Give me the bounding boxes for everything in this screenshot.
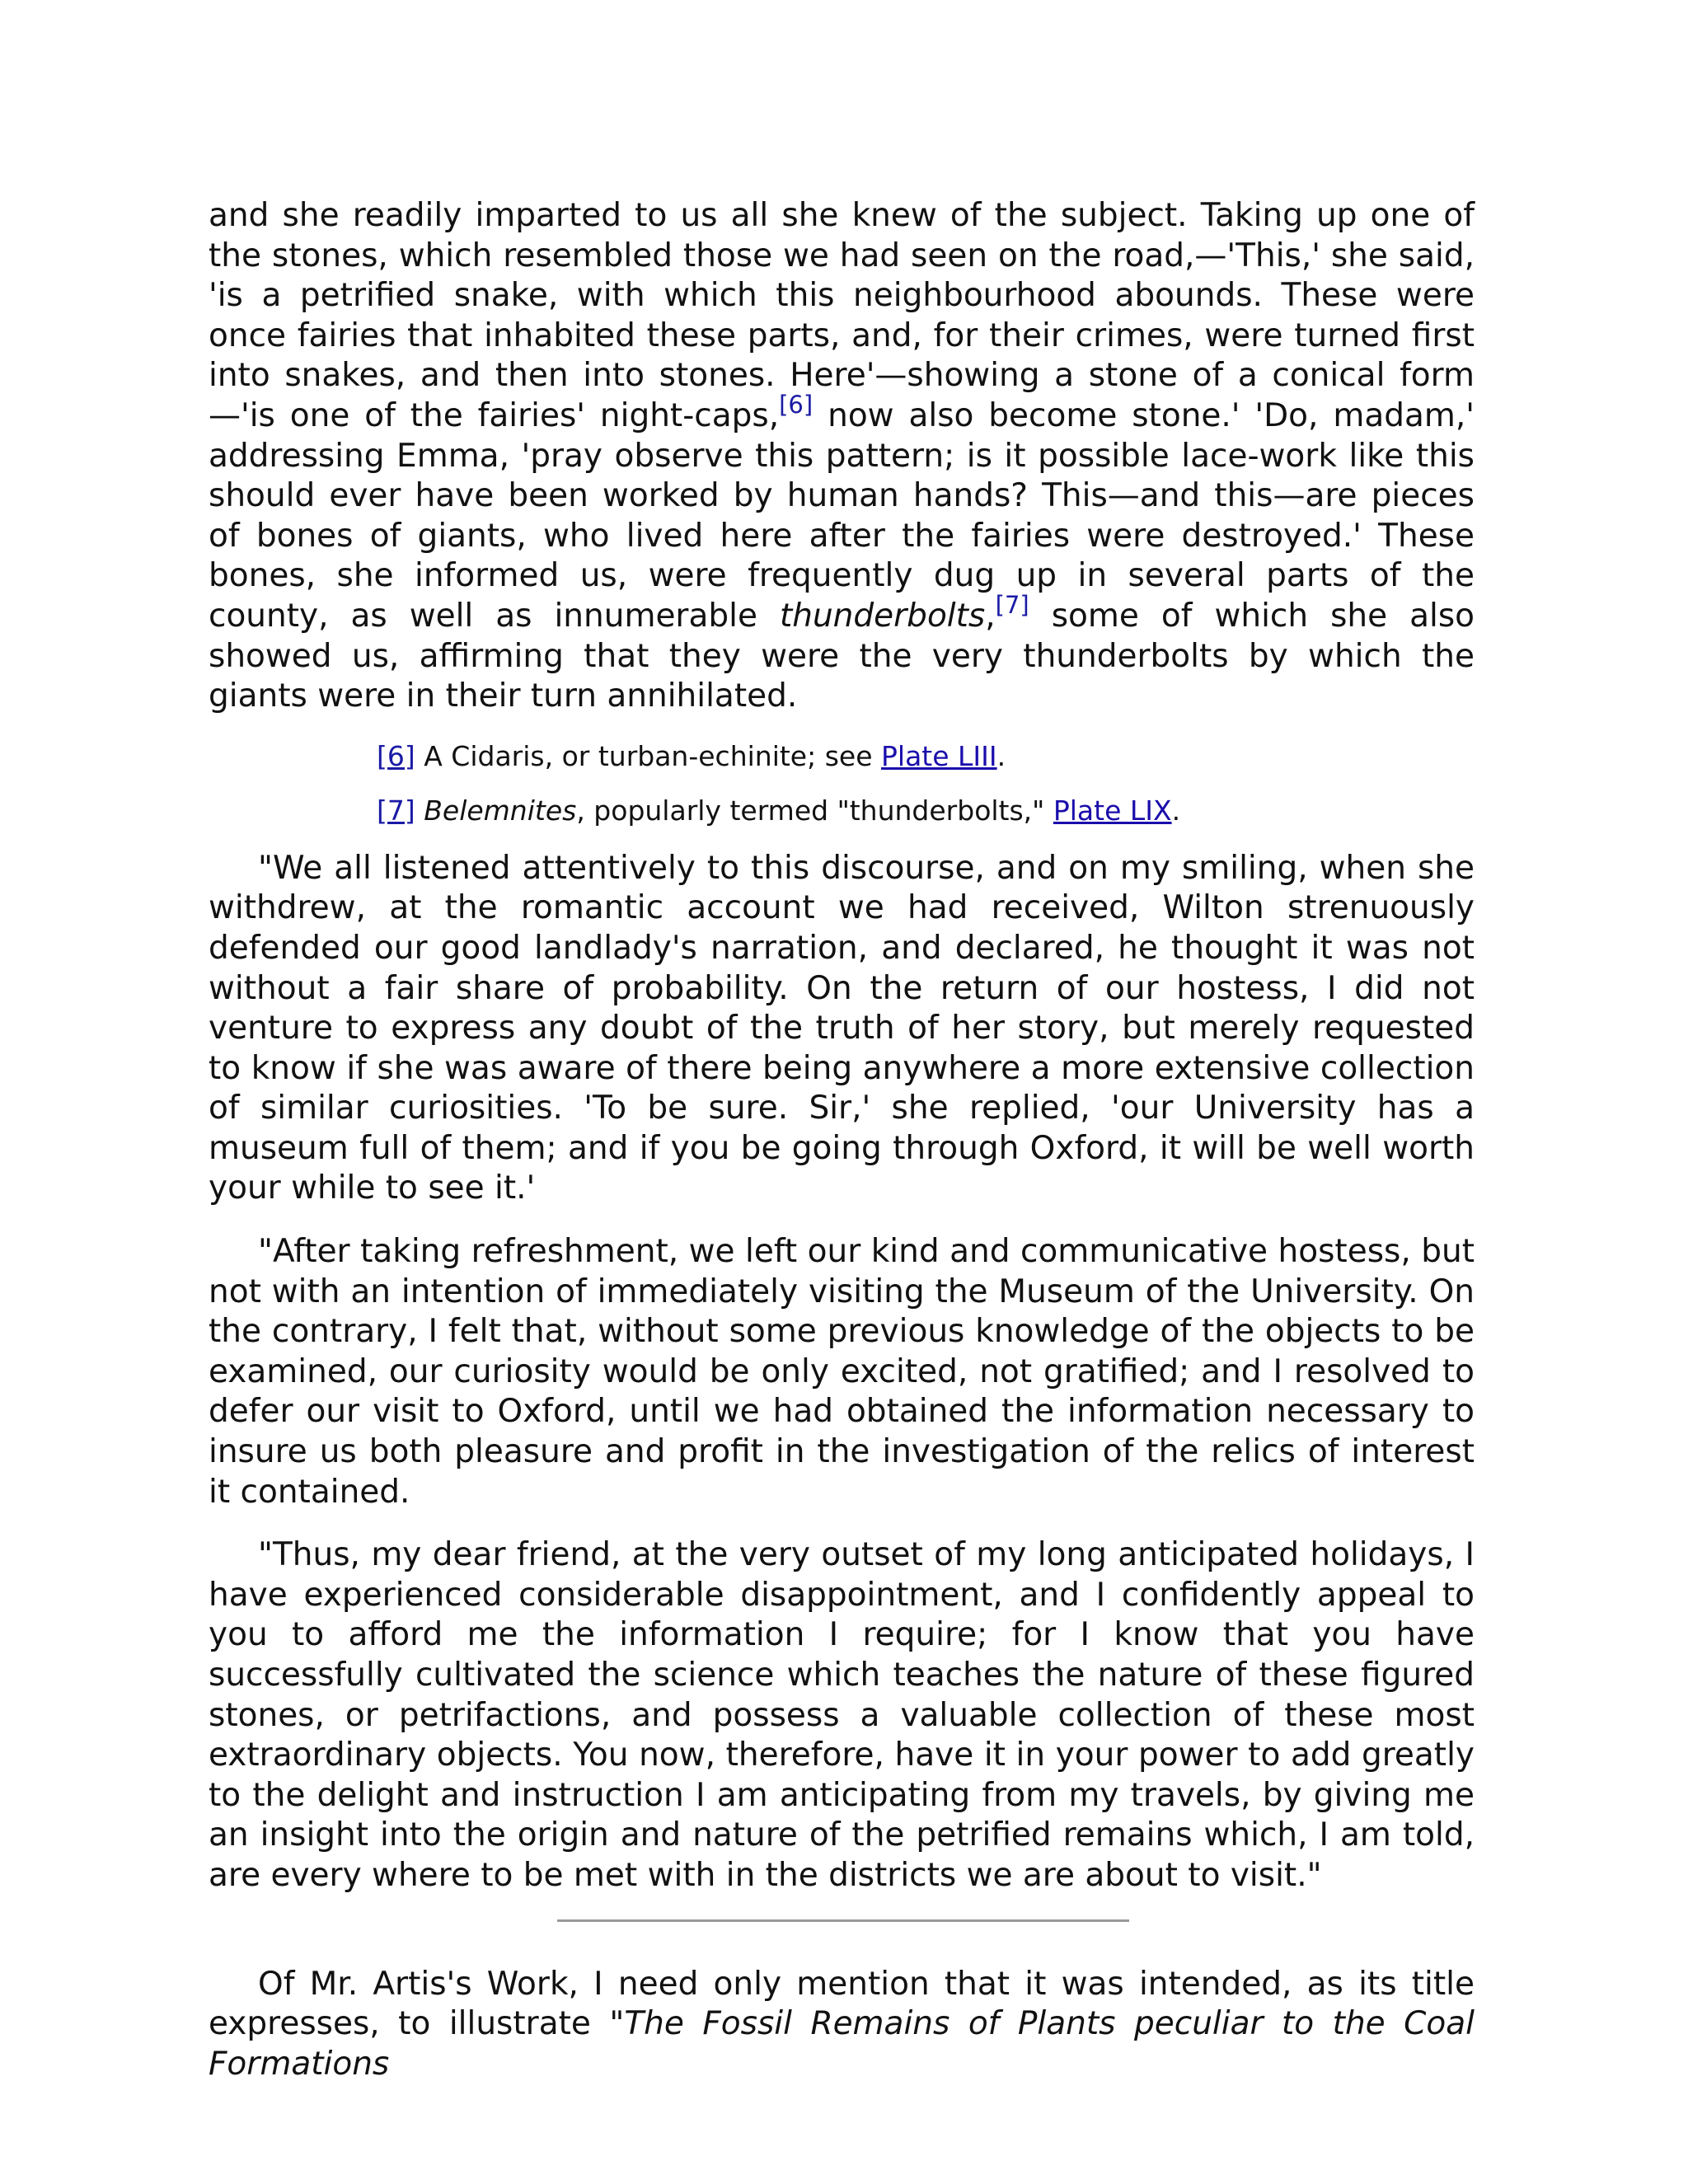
paragraph-refreshment: "After taking refreshment, we left our kind and communicative hostess, but not with an intention of immediately visiting the Museum of the University. On the contrary, I felt that, without some previous knowledge of the objects to be examined, our curiosity would be only excited, not gratified; and I resolved to defer our visit to Oxford, until we had obtained the information necessary to insure us both pleasure and profit in the investigation of the relics of interest it contained.	[209, 1233, 1475, 1511]
footnote-6-end: .	[996, 739, 1006, 772]
footnotes	[209, 740, 1475, 827]
text-segment: some of which she also showed us, affirming that they were the very thunderbolts by which the giants were in their turn annihilated.	[209, 597, 1475, 715]
footnote-ref-7[interactable]: [7]	[995, 591, 1029, 619]
text-segment: Of Mr. Artis's Work, I need only mention that it was intended, as its title expresses, to illustrate "	[209, 1965, 1475, 2043]
emphasis-book-title: The Fossil Remains of Plants peculiar to the Coal Formations	[209, 2005, 1475, 2083]
footnote-7-emphasis: Belemnites	[424, 794, 577, 827]
paragraph-dear-friend: "Thus, my dear friend, at the very outset of my long anticipated holidays, I have experienced considerable disappointment, and I confidently appeal to you to afford me the information I require; for I know that you have successfully cultivated the science which teaches the nature of these figured stones, or petrifactions, and possess a valuable collection of these most extraordinary objects. You now, therefore, have it in your power to add greatly to the delight and instruction I am anticipating from my travels, by giving me an insight into the origin and nature of the petrified remains which, I am told, are every where to be met with in the districts we are about to visit."	[209, 1536, 1475, 1894]
plate-lix-link[interactable]: Plate LIX	[1053, 794, 1172, 827]
footnote-7-end: .	[1171, 794, 1181, 827]
paragraph-listened: "We all listened attentively to this discourse, and on my smiling, when she withdrew, at the romantic account we had received, Wilton strenuously defended our good landlady's narration, and declared, he thought it was not without a fair share of probability. On the return of our hostess, I did not venture to express any doubt of the truth of her story, but merely requested to know if she was aware of there being anywhere a more extensive collection of similar curiosities. 'To be sure. Sir,' she replied, 'our University has a museum full of them; and if you be going through Oxford, it will be well worth your while to see it.'	[209, 849, 1475, 1207]
footnote-7-text: , popularly termed "thunderbolts,"	[576, 794, 1053, 827]
text-segment: ,	[985, 597, 996, 635]
paragraph-fairy-stones	[209, 196, 1475, 717]
paragraph-artis-work	[209, 1965, 1475, 2085]
page-content	[209, 196, 1475, 2107]
footnote-7	[377, 794, 1475, 827]
footnote-7-mark[interactable]: [7]	[377, 794, 415, 827]
footnote-6-mark[interactable]: [6]	[377, 739, 415, 772]
footnote-6-text: A Cidaris, or turban-echinite; see	[415, 739, 882, 772]
footnote-6	[377, 740, 1475, 773]
emphasis-thunderbolts: thunderbolts	[779, 597, 986, 635]
footnote-ref-6[interactable]: [6]	[779, 391, 814, 419]
text-segment: now also become stone.' 'Do, madam,' addressing Emma, 'pray observe this pattern; is it possible lace-work like this should ever have been worked by human hands? This—and this—are pieces of bones of giants, who lived here after the fairies were destroyed.' These bones, she informed us, were frequently dug up in several parts of the county, as well as innumerable	[209, 396, 1475, 635]
horizontal-divider	[557, 1919, 1129, 1922]
text-segment: and she readily imparted to us all she knew of the subject. Taking up one of the stones, which resembled those we had seen on the road,—'This,' she said, 'is a petrified snake, with which this neighbourhood abounds. These were once fairies that inhabited these parts, and, for their crimes, were turned first into snakes, and then into stones. Here'—showing a stone of a conical form—'is one of the fairies' night-caps,	[209, 197, 1475, 434]
plate-liii-link[interactable]: Plate LIII	[881, 739, 997, 772]
